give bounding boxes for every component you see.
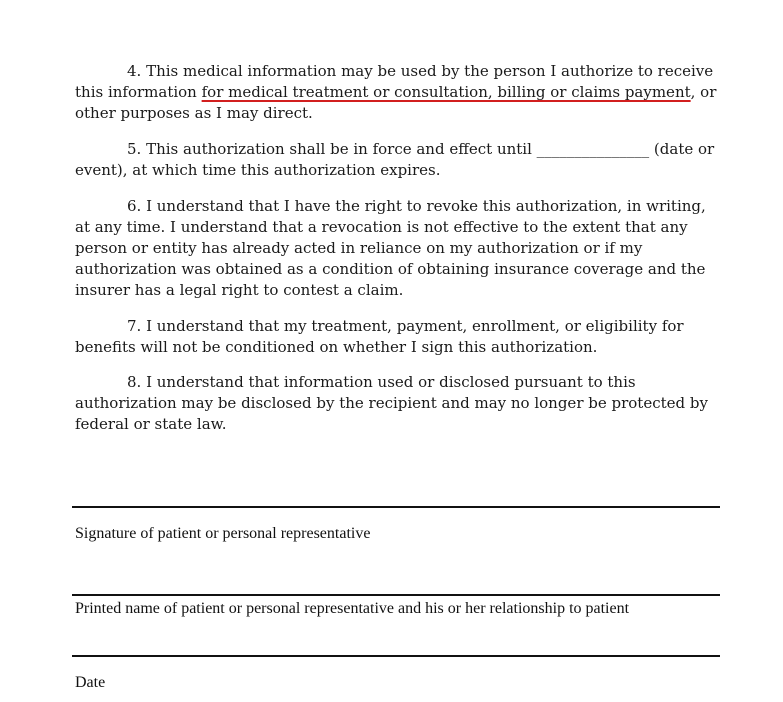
paragraph-8-text: 8. I understand that information used or disclosed pursuant to this authorization may be disclosed by the recipient and may no longer be protected by federal or state law. [75,373,708,433]
signature-label: Signature of patient or personal representative [75,525,371,542]
paragraph-5 [75,139,725,181]
paragraph-4-text-end: , or other purposes as I may direct. [75,83,717,122]
printed-name-label: Printed name of patient or personal representative and his or her relationship to patient [75,600,630,617]
paragraph-4 [75,61,725,124]
highlighted-purpose-text: for medical treatment or consultation, billing or claims payment [201,83,691,101]
printed-name-line[interactable] [72,594,720,596]
paragraph-6-text: 6. I understand that I have the right to revoke this authorization, in writing, at any time. I understand that a revocation is not effective to the extent that any person or entity has already acted in reliance on my authorization or if my authorization was obtained as a condition of obtaining insurance coverage and the insurer has a legal right to contest a claim. [75,197,706,299]
paragraph-6 [75,196,725,301]
date-line[interactable] [72,655,720,657]
signature-line[interactable] [72,506,720,508]
paragraph-8 [75,372,725,435]
paragraph-7 [75,316,725,358]
paragraph-5-text: 5. This authorization shall be in force and effect until _______________ (date or event), at which time this authorization expires. [75,140,715,179]
date-label: Date [75,674,106,691]
paragraph-7-text: 7. I understand that my treatment, payment, enrollment, or eligibility for benefits will not be conditioned on whether I sign this authorization. [75,317,684,356]
paragraph-4-text-start: 4. This medical information may be used by the person I authorize to receive this information [75,62,714,101]
